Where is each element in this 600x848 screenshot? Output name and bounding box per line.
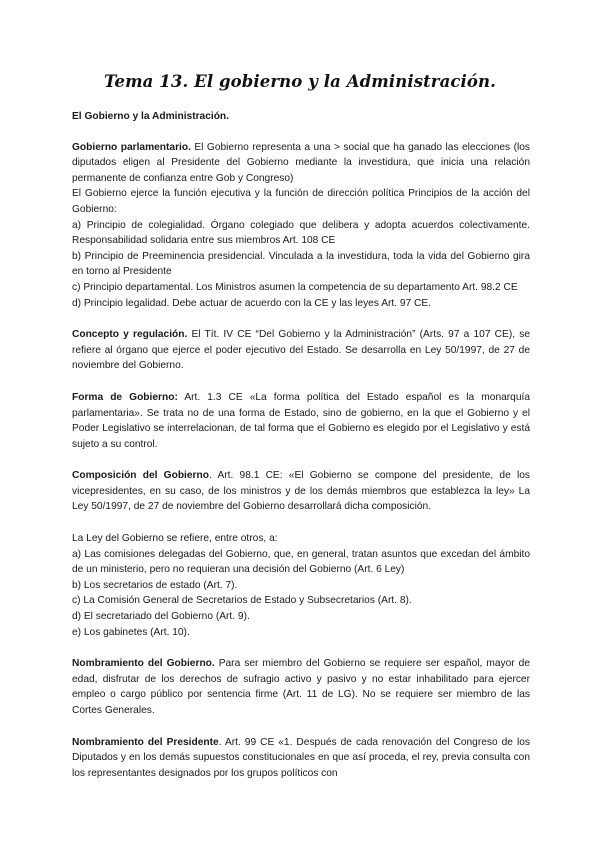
concepto-text: El Tít. IV CE “Del Gobierno y la Administración” (Arts. 97 a 107 CE), se refiere al órgano que ejerce el poder ejecutivo del Estado. Se desarrolla en Ley 50/1997, de 27 de noviembre del Gobierno. bbox=[72, 329, 530, 372]
paragraph-gobierno-parlamentario bbox=[72, 140, 530, 312]
nombramiento-gobierno-text: Para ser miembro del Gobierno se requiere ser español, mayor de edad, disfrutar de los derechos de sufragio activo y pasivo y no estar inhabilitado para ejercer empleo o cargo público por sentencia firme (Art. 11 de LG). No se requiere ser miembro de las Cortes Generales. bbox=[72, 658, 530, 716]
heading-nombramiento-gobierno: Nombramiento del Gobierno. bbox=[72, 658, 215, 670]
heading-nombramiento-presidente: Nombramiento del Presidente bbox=[72, 736, 219, 748]
ley-item-c: c) La Comisión General de Secretarios de Estado y Subsecretarios (Art. 8). bbox=[72, 595, 412, 607]
principle-b: b) Principio de Preeminencia presidencial. Vinculada a la investidura, toda la vida del Gobierno gira en torno al Presidente bbox=[72, 250, 530, 278]
page-title: Tema 13. El gobierno y la Administración. bbox=[104, 72, 496, 91]
forma-text: Art. 1.3 CE «La forma política del Estado español es la monarquía parlamentaria». Se trata no de una forma de Estado, sino de gobierno, en la que el Gobierno y el Poder Legislativo se interrelacionan, de tal forma que el Gobierno es elegido por el Legislativo y está sujeto a su control. bbox=[72, 391, 530, 450]
paragraph-concepto bbox=[72, 327, 530, 374]
paragraph-nombramiento-presidente bbox=[72, 735, 530, 782]
heading-concepto: Concepto y regulación. bbox=[72, 329, 188, 341]
intro-line bbox=[72, 140, 530, 187]
document-body bbox=[72, 109, 530, 797]
ley-intro: La Ley del Gobierno se refiere, entre otros, a: bbox=[72, 533, 278, 545]
heading-gobierno-parlamentario: Gobierno parlamentario. bbox=[72, 141, 191, 153]
paragraph-ley-gobierno bbox=[72, 531, 530, 640]
composicion-text: . Art. 98.1 CE: «El Gobierno se compone del presidente, de los vicepresidentes, en su caso, de los ministros y de los demás miembros que establezca la ley» La Ley 50/1997, de 27 de noviembre del Gobierno desarrollará dicha composición. bbox=[72, 470, 530, 513]
ley-item-e: e) Los gabinetes (Art. 10). bbox=[72, 626, 190, 638]
paragraph-nombramiento-gobierno bbox=[72, 656, 530, 718]
functions-text: El Gobierno ejerce la función ejecutiva y la función de dirección política Principios de la acción del Gobierno: bbox=[72, 188, 530, 215]
section-subtitle: El Gobierno y la Administración. bbox=[72, 111, 229, 122]
intro-text: El Gobierno representa a una > social que ha ganado las elecciones (los diputados eligen al Presidente del Gobierno mediante la investidura, que inicia una relación permanente de confianza entre Gob y Congreso) bbox=[72, 141, 530, 184]
paragraph-composicion bbox=[72, 468, 530, 515]
ley-item-a: a) Las comisiones delegadas del Gobierno, que, en general, tratan asuntos que excedan del ámbito de un ministerio, pero no requieran una decisión del Gobierno (Art. 6 Ley) bbox=[72, 548, 530, 576]
ley-item-d: d) El secretariado del Gobierno (Art. 9). bbox=[72, 611, 250, 623]
principle-a: a) Principio de colegialidad. Órgano colegiado que delibera y adopta acuerdos colectivamente. Responsabilidad solidaria entre sus miembros Art. 108 CE bbox=[72, 219, 530, 247]
heading-forma: Forma de Gobierno: bbox=[72, 391, 178, 403]
principle-d: d) Principio legalidad. Debe actuar de acuerdo con la CE y las leyes Art. 97 CE. bbox=[72, 297, 432, 309]
heading-composicion: Composición del Gobierno bbox=[72, 470, 209, 482]
nombramiento-presidente-text: . Art. 99 CE «1. Después de cada renovación del Congreso de los Diputados y en los demás supuestos constitucionales en que así proceda, el rey, previa consulta con los representantes designados por los grupos políticos con bbox=[72, 736, 530, 779]
paragraph-forma bbox=[72, 390, 530, 452]
principle-c: c) Principio departamental. Los Ministros asumen la competencia de su departamento Art. 98.2 CE bbox=[72, 281, 518, 293]
ley-item-b: b) Los secretarios de estado (Art. 7). bbox=[72, 579, 238, 591]
